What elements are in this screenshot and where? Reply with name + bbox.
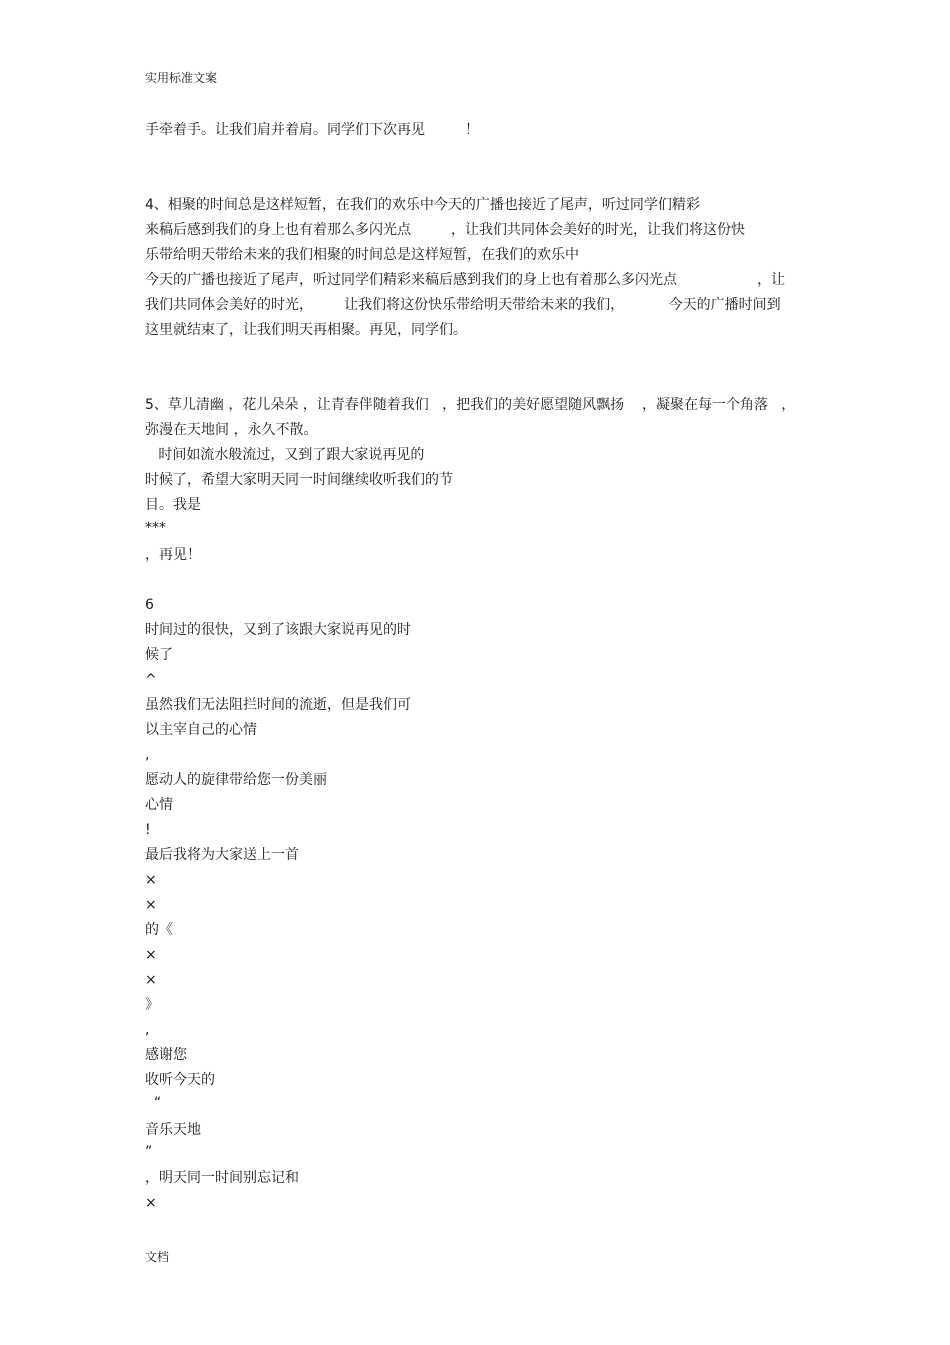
text-line: 心情: [145, 797, 173, 813]
text-line: 6: [145, 597, 154, 613]
text-line: ×: [145, 1195, 157, 1211]
text-line: ，再见！: [145, 547, 201, 563]
text-line: 这里就结束了，让我们明天再相聚。再见，同学们。: [145, 322, 467, 338]
text-line: ***: [145, 520, 166, 536]
text-line: ,: [145, 747, 150, 763]
text-line: ,: [145, 1022, 150, 1038]
text-line: 最后我将为大家送上一首: [145, 847, 299, 863]
text-line: 虽然我们无法阻拦时间的流逝，但是我们可: [145, 697, 411, 713]
text-line: 手牵着手。让我们肩并着肩。同学们下次再见 ！: [145, 122, 480, 138]
text-line: 收听今天的: [145, 1072, 215, 1088]
text-line: ×: [145, 972, 157, 988]
text-line: ×: [145, 947, 157, 963]
text-line: 5、草儿清幽 ，花儿朵朵 ，让青春伴随着我们 ，把我们的美好愿望随风飘扬 ，凝聚在每一个角落 ，: [145, 397, 796, 413]
text-line: 的《: [145, 922, 173, 938]
text-line: 今天的广播也接近了尾声，听过同学们精彩来稿后感到我们的身上也有着那么多闪光点 ，让: [145, 272, 786, 288]
text-line: ”: [145, 1144, 153, 1160]
text-line: 以主宰自己的心情: [145, 722, 257, 738]
text-line: !: [145, 822, 151, 838]
text-line: 音乐天地: [145, 1122, 201, 1138]
text-line: 时间过的很快，又到了该跟大家说再见的时: [145, 622, 411, 638]
text-line: 乐带给明天带给未来的我们相聚的时间总是这样短暂，在我们的欢乐中: [145, 247, 579, 263]
page-footer: 文档: [145, 1250, 170, 1264]
text-line: 候了: [145, 647, 173, 663]
text-line: 感谢您: [145, 1047, 187, 1063]
text-line: 》: [145, 997, 159, 1013]
text-line: ^: [145, 672, 157, 688]
text-line: 愿动人的旋律带给您一份美丽: [145, 772, 327, 788]
page-header: 实用标准文案: [145, 71, 218, 85]
text-line: 来稿后感到我们的身上也有着那么多闪光点 ，让我们共同体会美好的时光，让我们将这份快: [145, 222, 746, 238]
text-line: ×: [145, 872, 157, 888]
text-line: 时间如流水般流过，又到了跟大家说再见的: [145, 447, 425, 463]
text-line: “: [145, 1095, 162, 1111]
text-line: 我们共同体会美好的时光， 让我们将这份快乐带给明天带给未来的我们， 今天的广播时间到: [145, 297, 781, 313]
text-line: 4、相聚的时间总是这样短暂，在我们的欢乐中今天的广播也接近了尾声，听过同学们精彩: [145, 197, 700, 213]
text-line: 时候了，希望大家明天同一时间继续收听我们的节: [145, 472, 453, 488]
text-line: 目。我是: [145, 497, 201, 513]
text-line: ×: [145, 897, 157, 913]
text-line: ，明天同一时间别忘记和: [145, 1170, 299, 1186]
text-line: 弥漫在天地间 ，永久不散。: [145, 422, 318, 438]
